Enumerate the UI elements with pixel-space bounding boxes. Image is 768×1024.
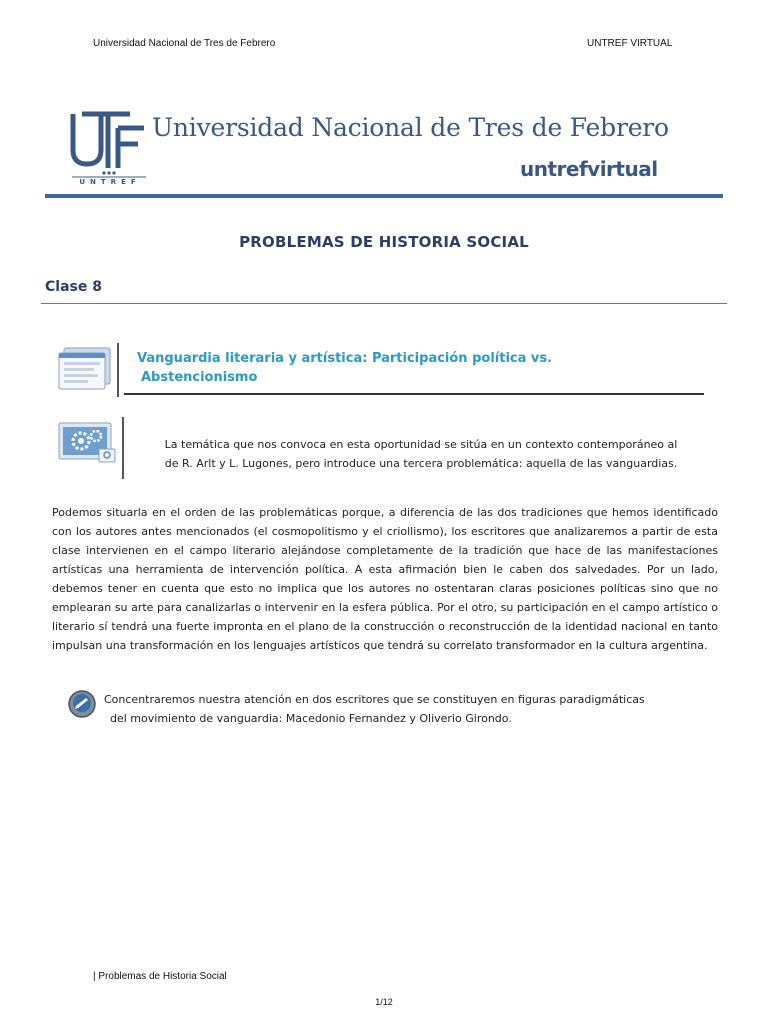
section-divider bbox=[124, 393, 704, 395]
intro-text bbox=[132, 435, 710, 473]
logo-title: Universidad Nacional de Tres de Febrero bbox=[152, 113, 669, 142]
body-paragraph-text: Podemos situarla en el orden de las problemáticas porque, a diferencia de las dos tradiciones que hemos identificado con los autores antes mencionados (el cosmopolitismo y el criollismo), los escritores que analizaremos a partir de esta clase intervienen en el campo literario alejándose completamente de la tradición que hace de las manifestaciones artísticas una herramienta de intervención política. A esta afirmación bien le caben dos salvedades. Por un lado, debemos tener en cuenta que esto no implica que los autores no ostentaran claras posiciones políticas sino que no emplearan su arte para canalizarlas o intervenir en la esfera pública. Por el otro, su participación en el campo artístico o literario sí tendrá una fuerte impronta en el plano de la construcción o reconstrucción de la identidad nacional en tanto impulsan una transformación en los lenguajes artísticos que tendrá su correlato transformador en la cultura argentina. bbox=[52, 506, 718, 652]
pen-bullet-icon bbox=[67, 689, 97, 719]
section-heading-line1: Vanguardia literaria y artística: Participación política vs. bbox=[137, 351, 553, 366]
note-line1: Concentraremos nuestra atención en dos escritores que se constituyen en figuras paradigmáticas bbox=[104, 693, 645, 706]
running-header-right: UNTREF VIRTUAL bbox=[587, 38, 673, 49]
footer-label: | Problemas de Historia Social bbox=[93, 971, 227, 982]
note-text bbox=[104, 690, 714, 728]
logo-divider bbox=[45, 194, 723, 198]
document-window-icon bbox=[56, 346, 114, 392]
note-line2: del movimiento de vanguardia: Macedonio Fernandez y Oliverio Girondo. bbox=[110, 712, 512, 725]
section-heading bbox=[137, 349, 697, 387]
running-header-left: Universidad Nacional de Tres de Febrero bbox=[93, 38, 276, 49]
body-paragraph bbox=[52, 503, 718, 655]
intro-line2: de R. Arlt y L. Lugones, pero introduce una tercera problemática: aquella de las vanguardias. bbox=[164, 457, 678, 470]
class-divider bbox=[41, 303, 727, 304]
class-label: Clase 8 bbox=[45, 279, 102, 295]
section-heading-line2: Abstencionismo bbox=[141, 370, 258, 385]
logo-subtitle: untrefvirtual bbox=[520, 157, 658, 181]
untref-logo-emblem bbox=[68, 106, 150, 190]
page-number: 1/12 bbox=[375, 997, 393, 1007]
gears-window-icon bbox=[57, 421, 119, 465]
intro-marker bbox=[122, 417, 124, 479]
logo-emblem-caption: UNTREF bbox=[79, 178, 141, 186]
document-title: PROBLEMAS DE HISTORIA SOCIAL bbox=[239, 233, 529, 251]
intro-line1: La temática que nos convoca en esta oportunidad se sitúa en un contexto contemporáneo al bbox=[164, 438, 678, 451]
section-marker bbox=[117, 343, 119, 397]
